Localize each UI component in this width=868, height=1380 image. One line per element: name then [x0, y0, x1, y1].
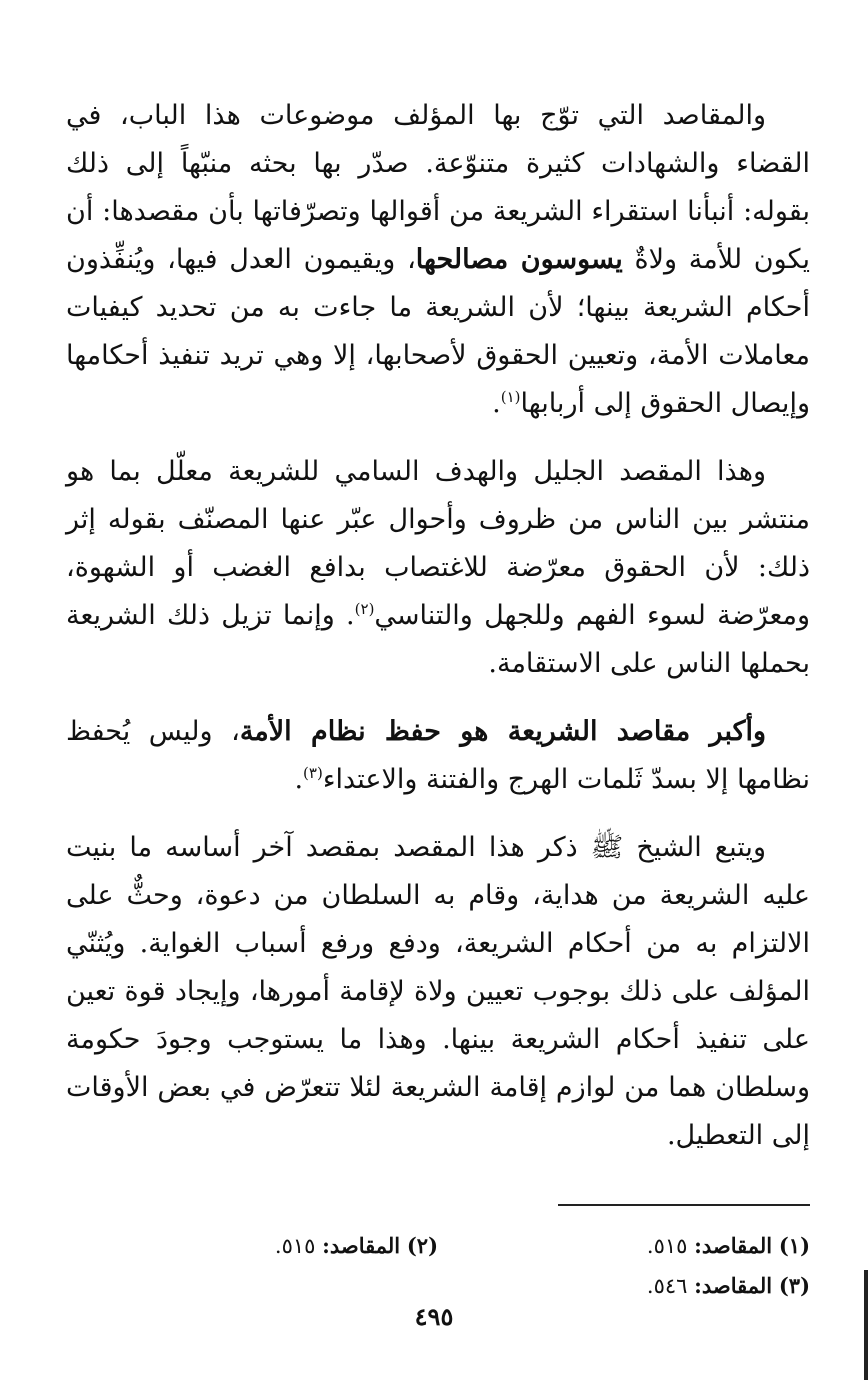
text-run: . وإنما تزيل ذلك الشريعة بحملها الناس على الاستقامة. — [66, 600, 810, 679]
text-run: . — [294, 764, 304, 795]
footnote-ref-3[interactable]: (٣) — [303, 764, 323, 782]
text-run: ، ويقيمون العدل فيها، ويُنفِّذون أحكام الشريعة بينها؛ لأن الشريعة ما جاءت به من تحديد كيفيات معاملات الأمة، وتعيين الحقوق لأصحابها، إلا وهي تريد تنفيذ أحكامها وإيصال الحقوق إلى أربابها — [66, 244, 810, 419]
footnote-ref-2[interactable]: (٢) — [354, 600, 375, 618]
bold-phrase: يسوسون مصالحها — [415, 244, 623, 275]
footnotes — [66, 1226, 810, 1306]
footnote-row — [66, 1266, 810, 1306]
footnote-1 — [438, 1226, 810, 1266]
footnote-number: (٢) — [406, 1233, 438, 1258]
footnote-divider — [558, 1204, 810, 1206]
footnote-page: ٥٤٦. — [646, 1274, 688, 1298]
paragraph-4 — [66, 824, 810, 1160]
text-run: وهذا المقصد الجليل والهدف السامي للشريعة معلّل بما هو منتشر بين الناس من ظروف وأحوال عبّر عنها المصنّف بقوله إثر ذلك: لأن الحقوق معرّضة للاغتصاب بدافع الغضب أو الشهوة، ومعرّضة لسوء الفهم وللجهل والتناسي — [66, 456, 810, 631]
footnote-row — [66, 1226, 810, 1266]
footnote-ref-1[interactable]: (١) — [500, 388, 521, 406]
footnote-source: المقاصد: — [694, 1233, 773, 1258]
footnote-page: ٥١٥. — [646, 1234, 688, 1258]
footnote-source: المقاصد: — [322, 1233, 401, 1258]
footnote-page: ٥١٥. — [274, 1234, 316, 1258]
text-run: ويتبع الشيخ ﷺ ذكر هذا المقصد بمقصد آخر أساسه ما بنيت عليه الشريعة من هداية، وقام به السلطان من دعوة، وحثٌّ على الالتزام به من أحكام الشريعة، ودفع ورفع أسباب الغواية. ويُثنّي المؤلف على ذلك بوجوب تعيين ولاة لإقامة أمورها، وإيجاد قوة تعين على تنفيذ أحكام الشريعة بينها. وهذا ما يستوجب وجودَ حكومة وسلطان هما من لوازم إقامة الشريعة لئلا تتعرّض في بعض الأوقات إلى التعطيل. — [66, 832, 810, 1151]
paragraph-3 — [66, 708, 810, 804]
page-edge-mark — [864, 1270, 868, 1380]
body-text — [66, 92, 810, 1160]
footnote-number: (١) — [778, 1233, 810, 1258]
footnote-3 — [414, 1266, 810, 1306]
text-run: ، وليس يُحفظ نظامها إلا بسدّ ثَلمات الهرج والفتنة والاعتداء — [66, 716, 810, 795]
footnote-2 — [66, 1226, 438, 1266]
paragraph-1 — [66, 92, 810, 428]
paragraph-2 — [66, 448, 810, 688]
text-run: . — [492, 388, 501, 419]
page-number: ٤٩٥ — [414, 1302, 454, 1331]
footnote-number: (٣) — [778, 1273, 810, 1298]
bold-phrase: وأكبر مقاصد الشريعة هو حفظ نظام الأمة — [239, 716, 766, 747]
text-run: والمقاصد التي توّج بها المؤلف موضوعات هذا الباب، في القضاء والشهادات كثيرة متنوّعة. صدّر بها بحثه منبّهاً إلى ذلك بقوله: أنبأنا استقراء الشريعة من أقوالها وتصرّفاتها بأن مقصدها: أن يكون للأمة ولاةٌ — [66, 100, 811, 275]
footnote-source: المقاصد: — [694, 1273, 773, 1298]
